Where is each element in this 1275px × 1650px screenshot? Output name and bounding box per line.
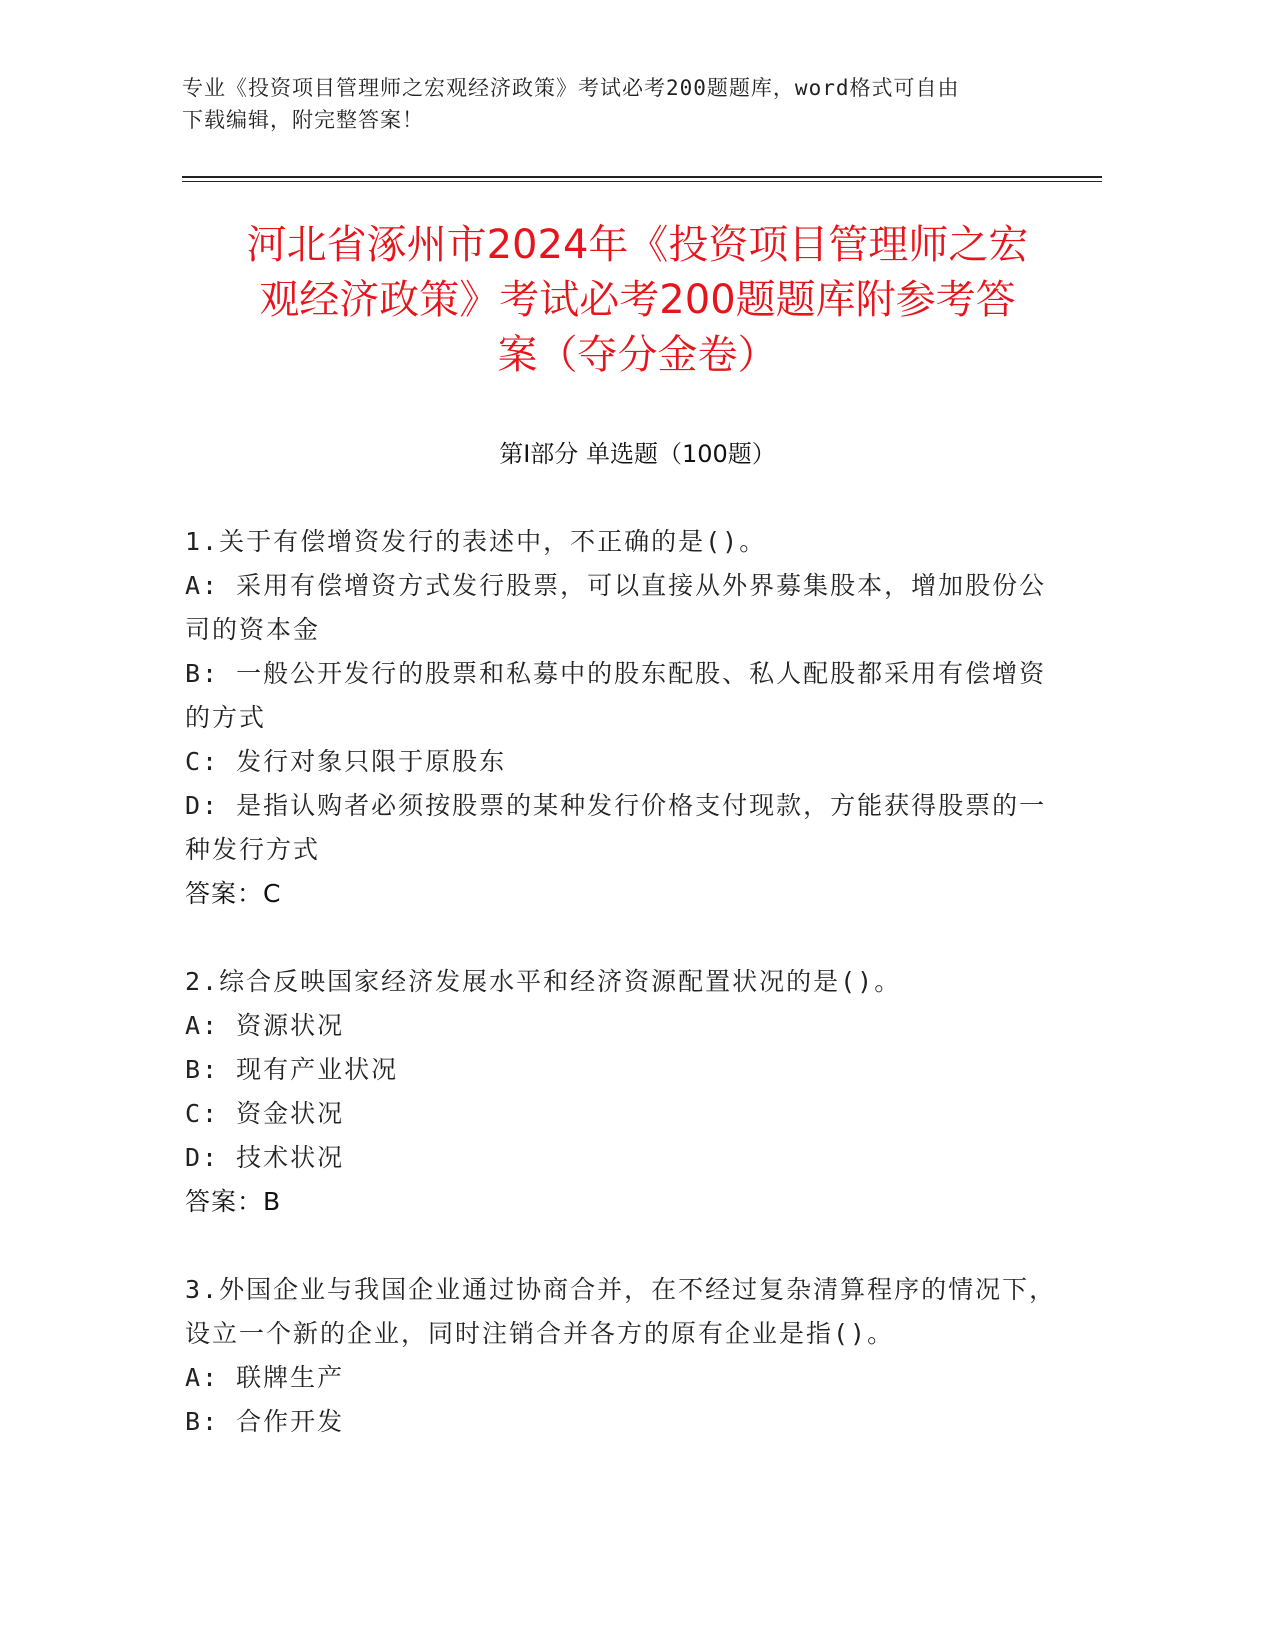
header-divider-thin — [182, 181, 1102, 182]
option-d: D: 技术状况 — [185, 1143, 345, 1172]
answer-line: 答案：B — [185, 1187, 282, 1216]
option-a: A: 采用有偿增资方式发行股票，可以直接从外界募集股本，增加股份公司的资本金 — [185, 571, 1047, 644]
title-line: 观经济政策》考试必考200题题库附参考答 — [259, 277, 1016, 323]
header-note-line: 专业《投资项目管理师之宏观经济政策》考试必考200题题库，word格式可自由 — [182, 76, 960, 100]
option-c: C: 发行对象只限于原股东 — [185, 747, 507, 776]
option-a: A: 资源状况 — [185, 1011, 345, 1040]
answer-line: 答案：C — [185, 879, 282, 908]
title-line: 案（夺分金卷） — [497, 332, 778, 378]
question-item — [185, 960, 1065, 1224]
option-a: A: 联牌生产 — [185, 1363, 345, 1392]
question-stem: 1.关于有偿增资发行的表述中，不正确的是()。 — [185, 527, 767, 556]
option-b: B: 一般公开发行的股票和私募中的股东配股、私人配股都采用有偿增资的方式 — [185, 659, 1047, 732]
header-note-line: 下载编辑，附完整答案！ — [182, 108, 424, 132]
option-d: D: 是指认购者必须按股票的某种发行价格支付现款，方能获得股票的一种发行方式 — [185, 791, 1047, 864]
option-b: B: 合作开发 — [185, 1407, 345, 1436]
option-c: C: 资金状况 — [185, 1099, 345, 1128]
header-divider — [182, 176, 1102, 178]
question-item — [185, 520, 1065, 916]
section-heading: 第Ⅰ部分 单选题（100题） — [499, 440, 776, 468]
question-stem: 2.综合反映国家经济发展水平和经济资源配置状况的是()。 — [185, 967, 902, 996]
question-item — [185, 1268, 1065, 1444]
header-note — [182, 72, 1082, 136]
question-stem: 3.外国企业与我国企业通过协商合并，在不经过复杂清算程序的情况下，设立一个新的企业，同时注销合并各方的原有企业是指()。 — [185, 1275, 1057, 1348]
option-b: B: 现有产业状况 — [185, 1055, 399, 1084]
document-title — [150, 218, 1125, 383]
question-list — [185, 520, 1065, 1488]
title-line: 河北省涿州市2024年《投资项目管理师之宏 — [246, 222, 1029, 268]
